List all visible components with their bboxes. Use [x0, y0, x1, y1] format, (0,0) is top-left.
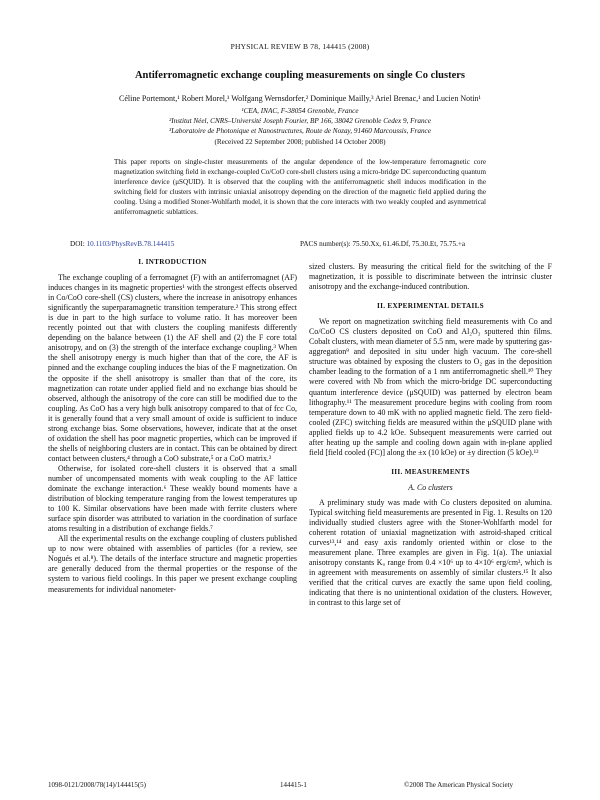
- running-head: PHYSICAL REVIEW B 78, 144415 (2008): [230, 42, 370, 51]
- pacs-numbers: PACS number(s): 75.50.Xx, 61.46.Df, 75.30.Et, 75.75.+a: [300, 240, 466, 248]
- affiliation-1: ¹CEA, INAC, F-38054 Grenoble, France: [241, 107, 359, 115]
- section-heading-experimental: II. EXPERIMENTAL DETAILS: [377, 302, 484, 311]
- doi-line: [70, 240, 174, 248]
- doi-link[interactable]: 10.1103/PhysRevB.78.144415: [86, 240, 175, 248]
- subsection-heading-co-clusters: A. Co clusters: [408, 482, 453, 492]
- affiliation-2: ²Institut Néel, CNRS–Université Joseph Fourier, BP 166, 38042 Grenoble Cedex 9, France: [169, 117, 431, 125]
- abstract: This paper reports on single-cluster measurements of the angular dependence of the low-temperature ferromagnetic core magnetization switching field in exchange-coupled Co/CoO core-shell clusters using a micro-bridge DC superconducting quantum interference device (μSQUID). It is observed that the coupling with the antiferromagnetic shell induces modification in the switching field for clusters with intrinsic uniaxial anisotropy depending on the direction of the magnetic field applied during the cooling. Using a modified Stoner-Wohlfarth model, it is shown that the core interacts with two weakly coupled and asymmetrical antiferromagnetic sublattices.: [114, 158, 486, 217]
- intro-paragraph-2: Otherwise, for isolated core-shell clusters it is observed that a small number of uncompensated moments with weak coupling to the AF lattice dominate the exchange interaction.⁶ These weakly bound moments have a distribution of blocking temperature ranging from the lowest temperatures up to 100 K. Similar observations have been made with ferrite clusters where surface spin disorder was attributed to variation in the coordination of surface atoms resulting in a distribution of exchange fields.⁷: [48, 463, 297, 534]
- intro-continuation: sized clusters. By measuring the critical field for the switching of the F magnetization, it is possible to discriminate between the intrinsic cluster anisotropy and the exchange-induced contribution.: [309, 262, 552, 292]
- intro-paragraph-3: All the experimental results on the exchange coupling of clusters published up to now were obtained with assemblies of particles (for a review, see Nogués et al.⁸). The details of the interface structure and magnetic properties are generally deduced from the thermal properties or the response of the system to various field coolings. In this paper we present exchange coupling measurements for individual nanometer-: [48, 534, 297, 594]
- received-dates: (Received 22 September 2008; published 14 October 2008): [214, 138, 386, 146]
- measurements-paragraph: A preliminary study was made with Co clusters deposited on alumina. Typical switching field measurements are presented in Fig. 1. Results on 120 individually studied clusters agree with the Stoner-Wohlfarth model for coherent rotation of uniaxial magnetization with astroid-shaped critical curves¹³,¹⁴ and easy axis randomly oriented within or close to the measurement plane. Three examples are given in Fig. 1(a). The uniaxial anisotropy constants Kᵤ range from 0.4 ×10⁶ up to 4×10⁶ erg/cm³, which is in agreement with measurements on assembly of similar clusters.¹⁵ It also verified that the critical curves are exactly the same upon field cooling, indicating that there is no unintentional oxidation of the clusters. However, in contrast to this large set of: [309, 497, 552, 608]
- paper-title: Antiferromagnetic exchange coupling measurements on single Co clusters: [134, 70, 466, 81]
- doi-label: DOI:: [70, 240, 85, 248]
- section-heading-measurements: III. MEASUREMENTS: [391, 467, 470, 476]
- footer-page-number: 144415-1: [280, 781, 307, 789]
- author-list: Céline Portemont,¹ Robert Morel,¹ Wolfgang Wernsdorfer,² Dominique Mailly,³ Ariel Brenac,¹ and Lucien Notin¹: [119, 94, 481, 103]
- footer-copyright: ©2008 The American Physical Society: [404, 781, 514, 789]
- left-column: [48, 257, 297, 595]
- footer-issn: 1098-0121/2008/78(14)/144415(5): [48, 781, 146, 789]
- intro-paragraph-1: The exchange coupling of a ferromagnet (F) with an antiferromagnet (AF) induces changes in its magnetic properties¹ with the strongest effects observed in Co/CoO core-shell (CS) clusters, where the increase in anisotropy enhances significantly the superparamagnetic transition temperature.² This strong effect is due in part to the high surface to volume ratio. It has moreover been recently pointed out that with clusters the coupling manifests differently depending on the balance between (1) the AF shell and (2) the F core total anisotropy, and on (3) the strength of the interface exchange coupling.³ When the shell anisotropy energy is much higher than that of the core, the AF is pinned and the exchange coupling induces the bias of the F magnetization. On the opposite if the shell anisotropy is smaller than that of the core, its magnetization can rotate under applied field and no exchange bias should be observed, although the anisotropy of the core can still be modified due to the coupling. As CoO has a very high bulk anisotropy compared to that of fcc Co, it is generally found that a very small amount of oxide is sufficient to induce strong exchange bias. Some observations, however, indicate that at the onset of oxidation the shell has poor magnetic properties, which can be improved if the shells of neighboring clusters are in contact. This can be obtained by direct contact between clusters,⁴ through a CoO substrate,⁵ or a CoO matrix.²: [48, 273, 297, 463]
- experimental-paragraph: We report on magnetization switching field measurements with Co and Co/CoO CS clusters deposited on CoO and Al₂O₃ sputtered thin films. Cobalt clusters, with mean diameter of 5.5 nm, were made by sputtering gas-aggregation⁹ and deposited in situ under high vacuum. The core-shell structure was obtained by exposing the clusters to O₂ gas in the deposition chamber leading to the formation of a 1 nm antiferromagnetic shell.¹⁰ They were covered with Nb from which the micro-bridge DC superconducting quantum interference device (μSQUID) was patterned by electron beam lithography.¹¹ The measurement procedure begins with cooling from room temperature down to 40 mK with no applied magnetic field. The zero field-cooled (ZFC) switching fields are measured within the μSQUID plane with applied fields up to 4.2 kOe. Subsequent measurements were carried out after heating up the sample and cooling down again with in-plane applied field [field cooled (FC)] along the ±x (10 kOe) or ±y direction (5 kOe).¹²: [309, 317, 553, 457]
- section-heading-introduction: I. INTRODUCTION: [138, 258, 207, 266]
- right-column: [309, 262, 552, 608]
- affiliation-3: ³Laboratoire de Photonique et Nanostructures, Route de Nozay, 91460 Marcoussis, France: [169, 127, 431, 135]
